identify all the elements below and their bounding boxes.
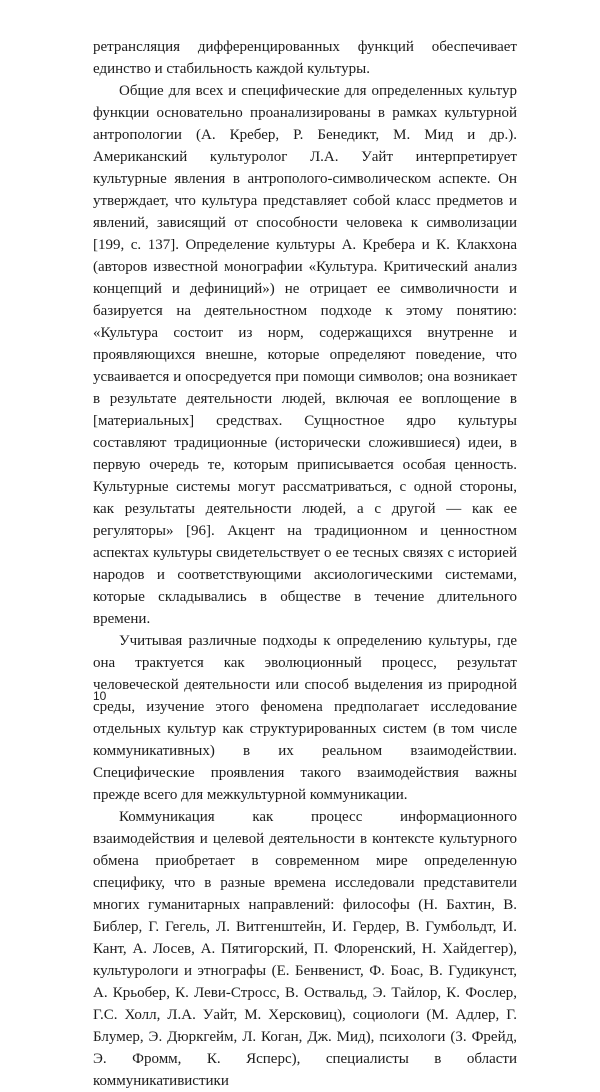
paragraph-continuation: ретрансляция дифференцированных функций обеспечивает единство и стабильность каждой культуры. — [93, 39, 517, 77]
paragraph-culture-functions: Общие для всех и специфические для определенных культур функции основательно проанализированы в рамках культурной антропологии (А. Кребер, Р. Бенедикт, М. Мид и др.). Американский культуролог Л.А. Уайт интерпретирует культурные явления в антрополого-символическом аспекте. Он утверждает, что культура представляет собой класс предметов и явлений, зависящий от способности человека к символизации [199, с. 137]. Определение культуры А. Кребера и К. Клакхона (авторов известной монографии «Культура. Критический анализ концепций и дефиниций») не отрицает ее символичности и базируется на деятельностном подходе к этому понятию: «Культура состоит из норм, содержащихся внутренне и проявляющихся внешне, которые определяют поведение, что усваивается и опосредуется при помощи символов; она возникает в результате деятельности людей, включая ее воплощение в [материальных] средствах. Сущностное ядро культуры составляют традиционные (исторически сложившиеся) идеи, в первую очередь те, которым приписывается особая ценность. Культурные системы могут рассматриваться, с одной стороны, как результаты деятельности людей, а с другой — как ее регуляторы» [96]. Акцент на традиционном и ценностном аспектах культуры свидетельствует о ее тесных связях с историей народов и соответствующими аксиологическими системами, которые складывались в обществе в течение длительного времени. — [93, 83, 517, 627]
paragraph-culture-approaches: Учитывая различные подходы к определению культуры, где она трактуется как эволюционный процесс, результат человеческой деятельности или способ выделения из природной среды, изучение этого феномена предполагает исследование отдельных культур как структурированных систем (в том числе коммуникативных) в их реальном взаимодействии. Специфические проявления такого взаимодействия важны прежде всего для межкультурной коммуникации. — [93, 633, 517, 803]
paragraph-communication: Коммуникация как процесс информационного взаимодействия и целевой деятельности в контексте культурного обмена приобретает в современном мире определенную специфику, что в разные времена исследовали представители многих гуманитарных направлений: философы (Н. Бахтин, В. Библер, Г. Гегель, Л. Витгенштейн, И. Гердер, В. Гумбольдт, И. Кант, А. Лосев, А. Пятигорский, П. Флоренский, Н. Хайдеггер), культурологи и этнографы (Е. Бенвенист, Ф. Боас, В. Гудикунст, А. Крьобер, К. Леви-Стросс, В. Оствальд, Э. Тайлор, К. Фослер, Г.С. Холл, Л.А. Уайт, М. Херсковиц), социологи (М. Адлер, Г. Блумер, Э. Дюркгейм, Л. Коган, Дж. Мид), психологи (З. Фрейд, Э. Фромм, К. Ясперс), специалисты в области коммуникативистики — [93, 809, 517, 1089]
page-number: 10 — [93, 689, 107, 703]
body-text — [93, 36, 517, 1092]
